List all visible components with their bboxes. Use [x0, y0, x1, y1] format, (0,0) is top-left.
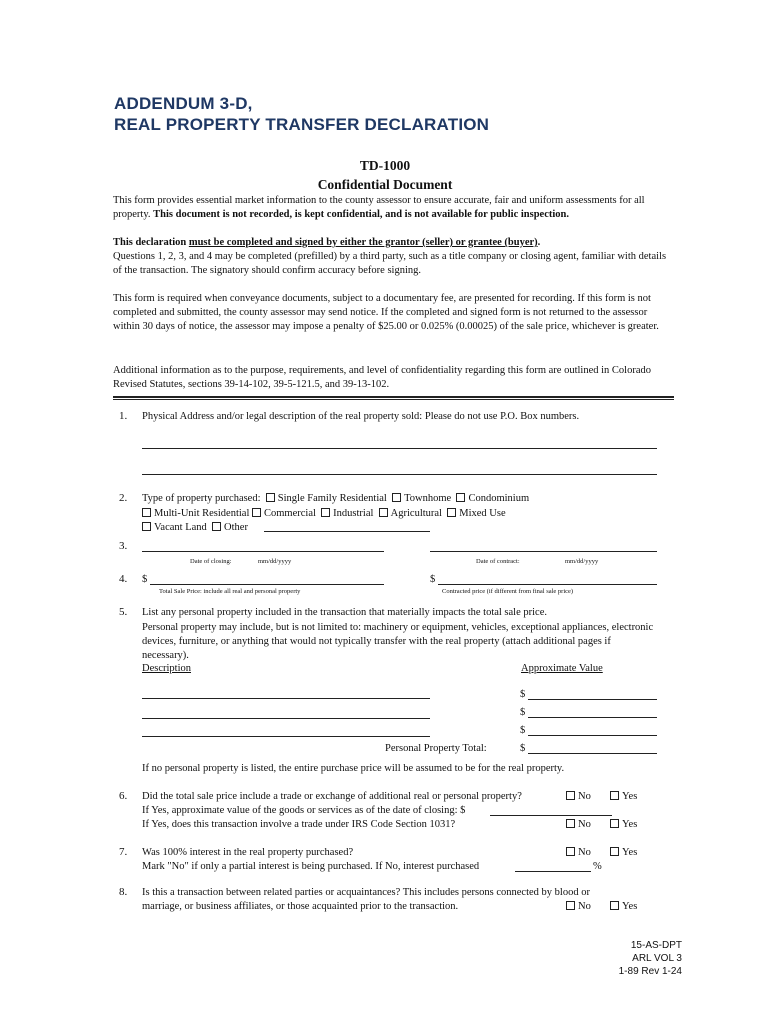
checkbox-icon[interactable]	[610, 847, 619, 856]
checkbox-icon[interactable]	[566, 847, 575, 856]
q8-number: 8.	[119, 886, 128, 898]
contract-date-label: Date of contract:	[476, 558, 520, 565]
option-industrial[interactable]: Industrial	[321, 508, 373, 519]
checkbox-icon[interactable]	[392, 493, 401, 502]
checkbox-icon[interactable]	[142, 522, 151, 531]
closing-date-format: mm/dd/yyyy	[258, 558, 292, 565]
option-mixed-use[interactable]: Mixed Use	[447, 508, 505, 519]
option-agricultural[interactable]: Agricultural	[379, 508, 442, 519]
description-line-1[interactable]	[142, 698, 430, 699]
q8-line2: marriage, or business affiliates, or those acquainted prior to the transaction.	[142, 901, 459, 912]
q5-note: If no personal property is listed, the entire purchase price will be assumed to be for the real property.	[142, 763, 565, 774]
q2-number: 2.	[119, 492, 128, 504]
form-code: TD-1000	[359, 158, 411, 173]
addendum-title-line1: ADDENDUM 3-D,	[114, 94, 253, 113]
q4-contract-dollar: $	[430, 574, 436, 585]
q8-yes-option[interactable]: Yes	[610, 901, 637, 912]
value-line-2[interactable]	[528, 717, 657, 718]
closing-date-line[interactable]	[142, 551, 384, 552]
q1-text: Physical Address and/or legal description of the real property sold: Please do not use P.O. Box numbers.	[142, 411, 580, 422]
value-dollar-3: $	[520, 725, 526, 736]
checkbox-icon[interactable]	[447, 508, 456, 517]
q4-price-dollar: $	[142, 574, 148, 585]
footer-revision: 1-89 Rev 1-24	[618, 966, 682, 977]
q7-percent: %	[593, 861, 602, 872]
option-single-family[interactable]: Single Family Residential	[266, 493, 387, 504]
footer-volume: ARL VOL 3	[632, 953, 682, 964]
option-townhome[interactable]: Townhome	[392, 493, 451, 504]
q7-yes-option[interactable]: Yes	[610, 847, 637, 858]
checkbox-icon[interactable]	[321, 508, 330, 517]
contracted-price-label: Contracted price (if different from final sale price)	[442, 588, 574, 595]
intro-paragraph-3: This form is required when conveyance documents, subject to a documentary fee, are presented for recording. If this form is not completed and submitted, the county assessor may send notice. If the completed and signed form is not returned to the assessor within 30 days of notice, the assessor may impose a penalty of $25.00 or 0.025% (0.00025) of the sale price, whichever is greater.	[113, 293, 659, 332]
checkbox-icon[interactable]	[212, 522, 221, 531]
q7-no-option[interactable]: No	[566, 847, 591, 858]
q7-number: 7.	[119, 846, 128, 858]
value-dollar-2: $	[520, 707, 526, 718]
description-header: Description	[142, 663, 191, 674]
checkbox-icon[interactable]	[456, 493, 465, 502]
footer-code: 15-AS-DPT	[630, 940, 682, 951]
personal-property-total-line[interactable]	[528, 753, 657, 754]
q5-line2: Personal property may include, but is not limited to: machinery or equipment, vehicles, exceptional appliances, electronic devices, furniture, or anything that would not typically transfer with the real property (attach additional pages if necessary).	[142, 622, 654, 661]
intro-p2-text: Questions 1, 2, 3, and 4 may be completed (prefilled) by a third party, such as a title company or closing agent, familiar with details of the transaction. The signatory should confirm accuracy before signing.	[113, 251, 667, 276]
q7-line2: Mark "No" if only a partial interest is being purchased. If No, interest purchased	[142, 861, 480, 872]
q1-address-line-1[interactable]	[142, 448, 657, 449]
intro-paragraph-4: Additional information as to the purpose, requirements, and level of confidentiality regarding this form are outlined in Colorado Revised Statutes, sections 39-14-102, 39-5-121.5, and 39-13-102.	[113, 365, 651, 390]
checkbox-icon[interactable]	[610, 791, 619, 800]
section-divider	[113, 396, 674, 398]
q2-other-line[interactable]	[264, 531, 430, 532]
contracted-price-line[interactable]	[438, 584, 657, 585]
value-line-3[interactable]	[528, 735, 657, 736]
q6-number: 6.	[119, 790, 128, 802]
checkbox-icon[interactable]	[142, 508, 151, 517]
q6-yes-option[interactable]: Yes	[610, 791, 637, 802]
q2-property-types	[142, 492, 682, 536]
option-multi-unit[interactable]: Multi-Unit Residential	[142, 508, 249, 519]
closing-date-label: Date of closing:	[190, 558, 232, 565]
description-line-2[interactable]	[142, 718, 430, 719]
personal-property-total-label: Personal Property Total:	[385, 743, 487, 754]
intro-p2-bold-a: This declaration	[113, 237, 189, 248]
q5-line1: List any personal property included in the transaction that materially impacts the total sale price.	[142, 607, 547, 618]
value-line-1[interactable]	[528, 699, 657, 700]
q4-number: 4.	[119, 573, 128, 585]
checkbox-icon[interactable]	[566, 901, 575, 910]
description-line-3[interactable]	[142, 736, 430, 737]
section-divider-thin	[113, 399, 674, 400]
q7-line1: Was 100% interest in the real property purchased?	[142, 847, 354, 858]
addendum-title	[114, 93, 489, 135]
approx-value-header: Approximate Value	[521, 663, 603, 674]
q8-no-option[interactable]: No	[566, 901, 591, 912]
intro-paragraph-1	[113, 194, 673, 222]
option-condominium[interactable]: Condominium	[456, 493, 529, 504]
intro-p1-bold: This document is not recorded, is kept confidential, and is not available for public inspection.	[153, 209, 570, 220]
checkbox-icon[interactable]	[252, 508, 261, 517]
checkbox-icon[interactable]	[379, 508, 388, 517]
q2-label: Type of property purchased:	[142, 493, 261, 504]
checkbox-icon[interactable]	[266, 493, 275, 502]
q6-1031-yes-option[interactable]: Yes	[610, 819, 637, 830]
q6-line3: If Yes, does this transaction involve a trade under IRS Code Section 1031?	[142, 819, 456, 830]
trade-value-line[interactable]	[490, 815, 612, 816]
form-subtitle: Confidential Document	[317, 177, 453, 192]
total-sale-price-label: Total Sale Price: include all real and personal property	[159, 588, 301, 595]
q6-1031-no-option[interactable]: No	[566, 819, 591, 830]
checkbox-icon[interactable]	[610, 901, 619, 910]
checkbox-icon[interactable]	[610, 819, 619, 828]
checkbox-icon[interactable]	[566, 819, 575, 828]
intro-p2-bold-b: .	[537, 237, 541, 248]
intro-paragraph-2	[113, 236, 673, 278]
q5-number: 5.	[119, 606, 128, 618]
intro-p2-underlined: must be completed and signed by either the grantor (seller) or grantee (buyer)	[188, 237, 538, 248]
intro-p1-text: This form provides essential market information to the county assessor to ensure accurate, fair and uniform assessments for all property.	[113, 195, 645, 220]
contract-date-line[interactable]	[430, 551, 657, 552]
q1-address-line-2[interactable]	[142, 474, 657, 475]
q6-no-option[interactable]: No	[566, 791, 591, 802]
contract-date-format: mm/dd/yyyy	[565, 558, 599, 565]
value-dollar-total: $	[520, 743, 526, 754]
value-dollar-1: $	[520, 689, 526, 700]
q8-line1: Is this a transaction between related parties or acquaintances? This includes persons connected by blood or	[142, 887, 590, 898]
q1-number: 1.	[119, 410, 128, 422]
q3-number: 3.	[119, 540, 128, 552]
option-commercial[interactable]: Commercial	[252, 508, 316, 519]
q6-line1: Did the total sale price include a trade or exchange of additional real or personal property?	[142, 791, 522, 802]
option-other[interactable]: Other	[212, 522, 248, 533]
q6-line2: If Yes, approximate value of the goods or services as of the date of closing: $	[142, 805, 466, 816]
interest-purchased-line[interactable]	[515, 871, 591, 872]
total-sale-price-line[interactable]	[150, 584, 384, 585]
checkbox-icon[interactable]	[566, 791, 575, 800]
form-footer	[619, 939, 682, 978]
addendum-title-line2: REAL PROPERTY TRANSFER DECLARATION	[114, 115, 490, 134]
option-vacant-land[interactable]: Vacant Land	[142, 522, 207, 533]
